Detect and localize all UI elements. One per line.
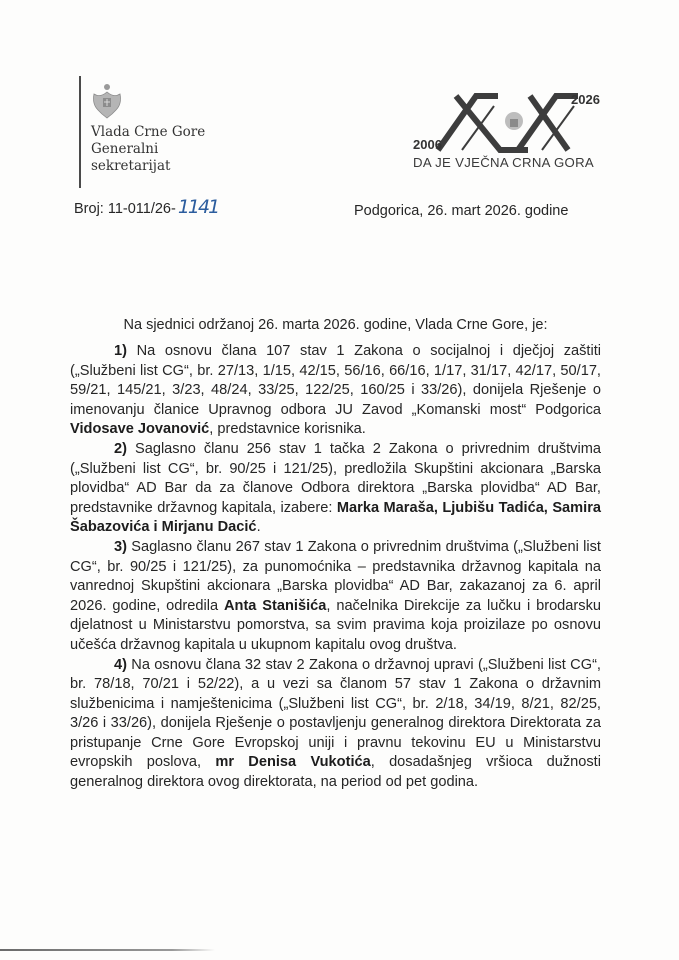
decision-item — [70, 342, 601, 440]
decision-number: 2) — [114, 440, 127, 457]
place-and-date: Podgorica, 26. mart 2026. godine — [354, 203, 569, 219]
logo-year-start: 2006 — [413, 137, 442, 152]
decision-item — [70, 538, 601, 656]
person-name: Anta Stanišića — [223, 597, 327, 614]
header-vertical-rule — [79, 76, 81, 188]
decision-text: , predstavnice korisnika. — [209, 421, 366, 438]
decisions-list — [70, 342, 601, 793]
intro-sentence: Na sjednici održanoj 26. marta 2026. godine, Vlada Crne Gore, je: — [123, 317, 548, 333]
reference-label: Broj: 11-011/26- — [74, 201, 176, 217]
decision-number: 4) — [114, 656, 127, 673]
decision-text: Na osnovu člana 32 stav 2 Zakona o državnoj upravi („Službeni list CG“, br. 78/18, 70/21 i 52/22), a u vezi sa članom 57 stav 1 Zakona o državnim službenicima i namještenicima („Službeni list CG“, br. 2/18, 34/19, 8/21, 82/25, 3/26 i 33/26), donijela Rješenje o postavljenju generalnog direktora Direktorata za pristupanje Crne Gore Evropskoj uniji i pravnu tekovinu EU u Ministarstvu evropskih poslova, — [70, 656, 601, 771]
person-name: Vidosave Jovanović — [70, 421, 210, 438]
decision-text: . — [256, 519, 261, 536]
institution-line-2: Generalni — [91, 141, 159, 157]
institution-name — [91, 124, 205, 175]
decision-number: 1) — [114, 343, 127, 359]
logo-year-end: 2026 — [571, 92, 600, 107]
institution-line-1: Vlada Crne Gore — [91, 124, 206, 140]
decision-number: 3) — [114, 538, 127, 555]
decision-text: , dosadašnjeg vršioca dužnosti generalnog direktora ovog direktorata, na period od pet godina. — [70, 754, 601, 791]
logo-slogan: DA JE VJEČNA CRNA GORA — [413, 155, 595, 170]
page-edge-shadow — [0, 949, 215, 951]
decision-item — [70, 656, 601, 793]
decision-item — [70, 440, 601, 538]
handwritten-number: 1141 — [177, 196, 219, 218]
decision-text: Saglasno članu 256 stav 1 tačka 2 Zakona o privrednim društvima („Službeni list CG“, br. 90/25 i 121/25), predložila Skupštini akcionara „Barska plovidba“ AD Bar da za članove Odbora direktora „Barska plovidba“ AD Bar, predstavnike državnog kapitala, izabere: — [70, 440, 601, 516]
institution-line-3: sekretarijat — [91, 158, 171, 174]
coat-of-arms-icon — [90, 82, 124, 122]
reference-number — [74, 196, 218, 218]
decision-text: Saglasno članu 267 stav 1 Zakona o privrednim društvima („Službeni list CG“, br. 90/25 i 121/25), za punomoćnika – predstavnika državnog kapitala na vanrednoj Skupštini akcionara „Barska plovidba“ AD Bar, zakazanoj za 6. april 2026. godine, odredila — [70, 538, 601, 614]
person-name: mr Denisa Vukotića — [215, 754, 371, 771]
person-name: Marka Maraša, Ljubišu Tadića, Samira Šabazovića i Mirjanu Dacić — [70, 499, 601, 536]
decision-text: Na osnovu člana 107 stav 1 Zakona o socijalnoj i dječjoj zaštiti („Službeni list CG“, br. 27/13, 1/15, 42/15, 56/16, 66/16, 1/17, 31/17, 42/17, 50/17, 59/21, 145/21, 3/23, 48/24, 33/25, 122/25, 160/25 i 33/26), donijela Rješenje o imenovanju članice Upravnog odbora JU Zavod „Komanski most“ Podgorica — [70, 343, 601, 418]
decision-text: , načelnika Direkcije za lučku i brodarsku djelatnost u Ministarstvu pomorstva, sa svim pravima koja proizilaze po osnovu učešća državnog kapitala u ukupnom kapitalu ovog društva. — [70, 597, 601, 653]
